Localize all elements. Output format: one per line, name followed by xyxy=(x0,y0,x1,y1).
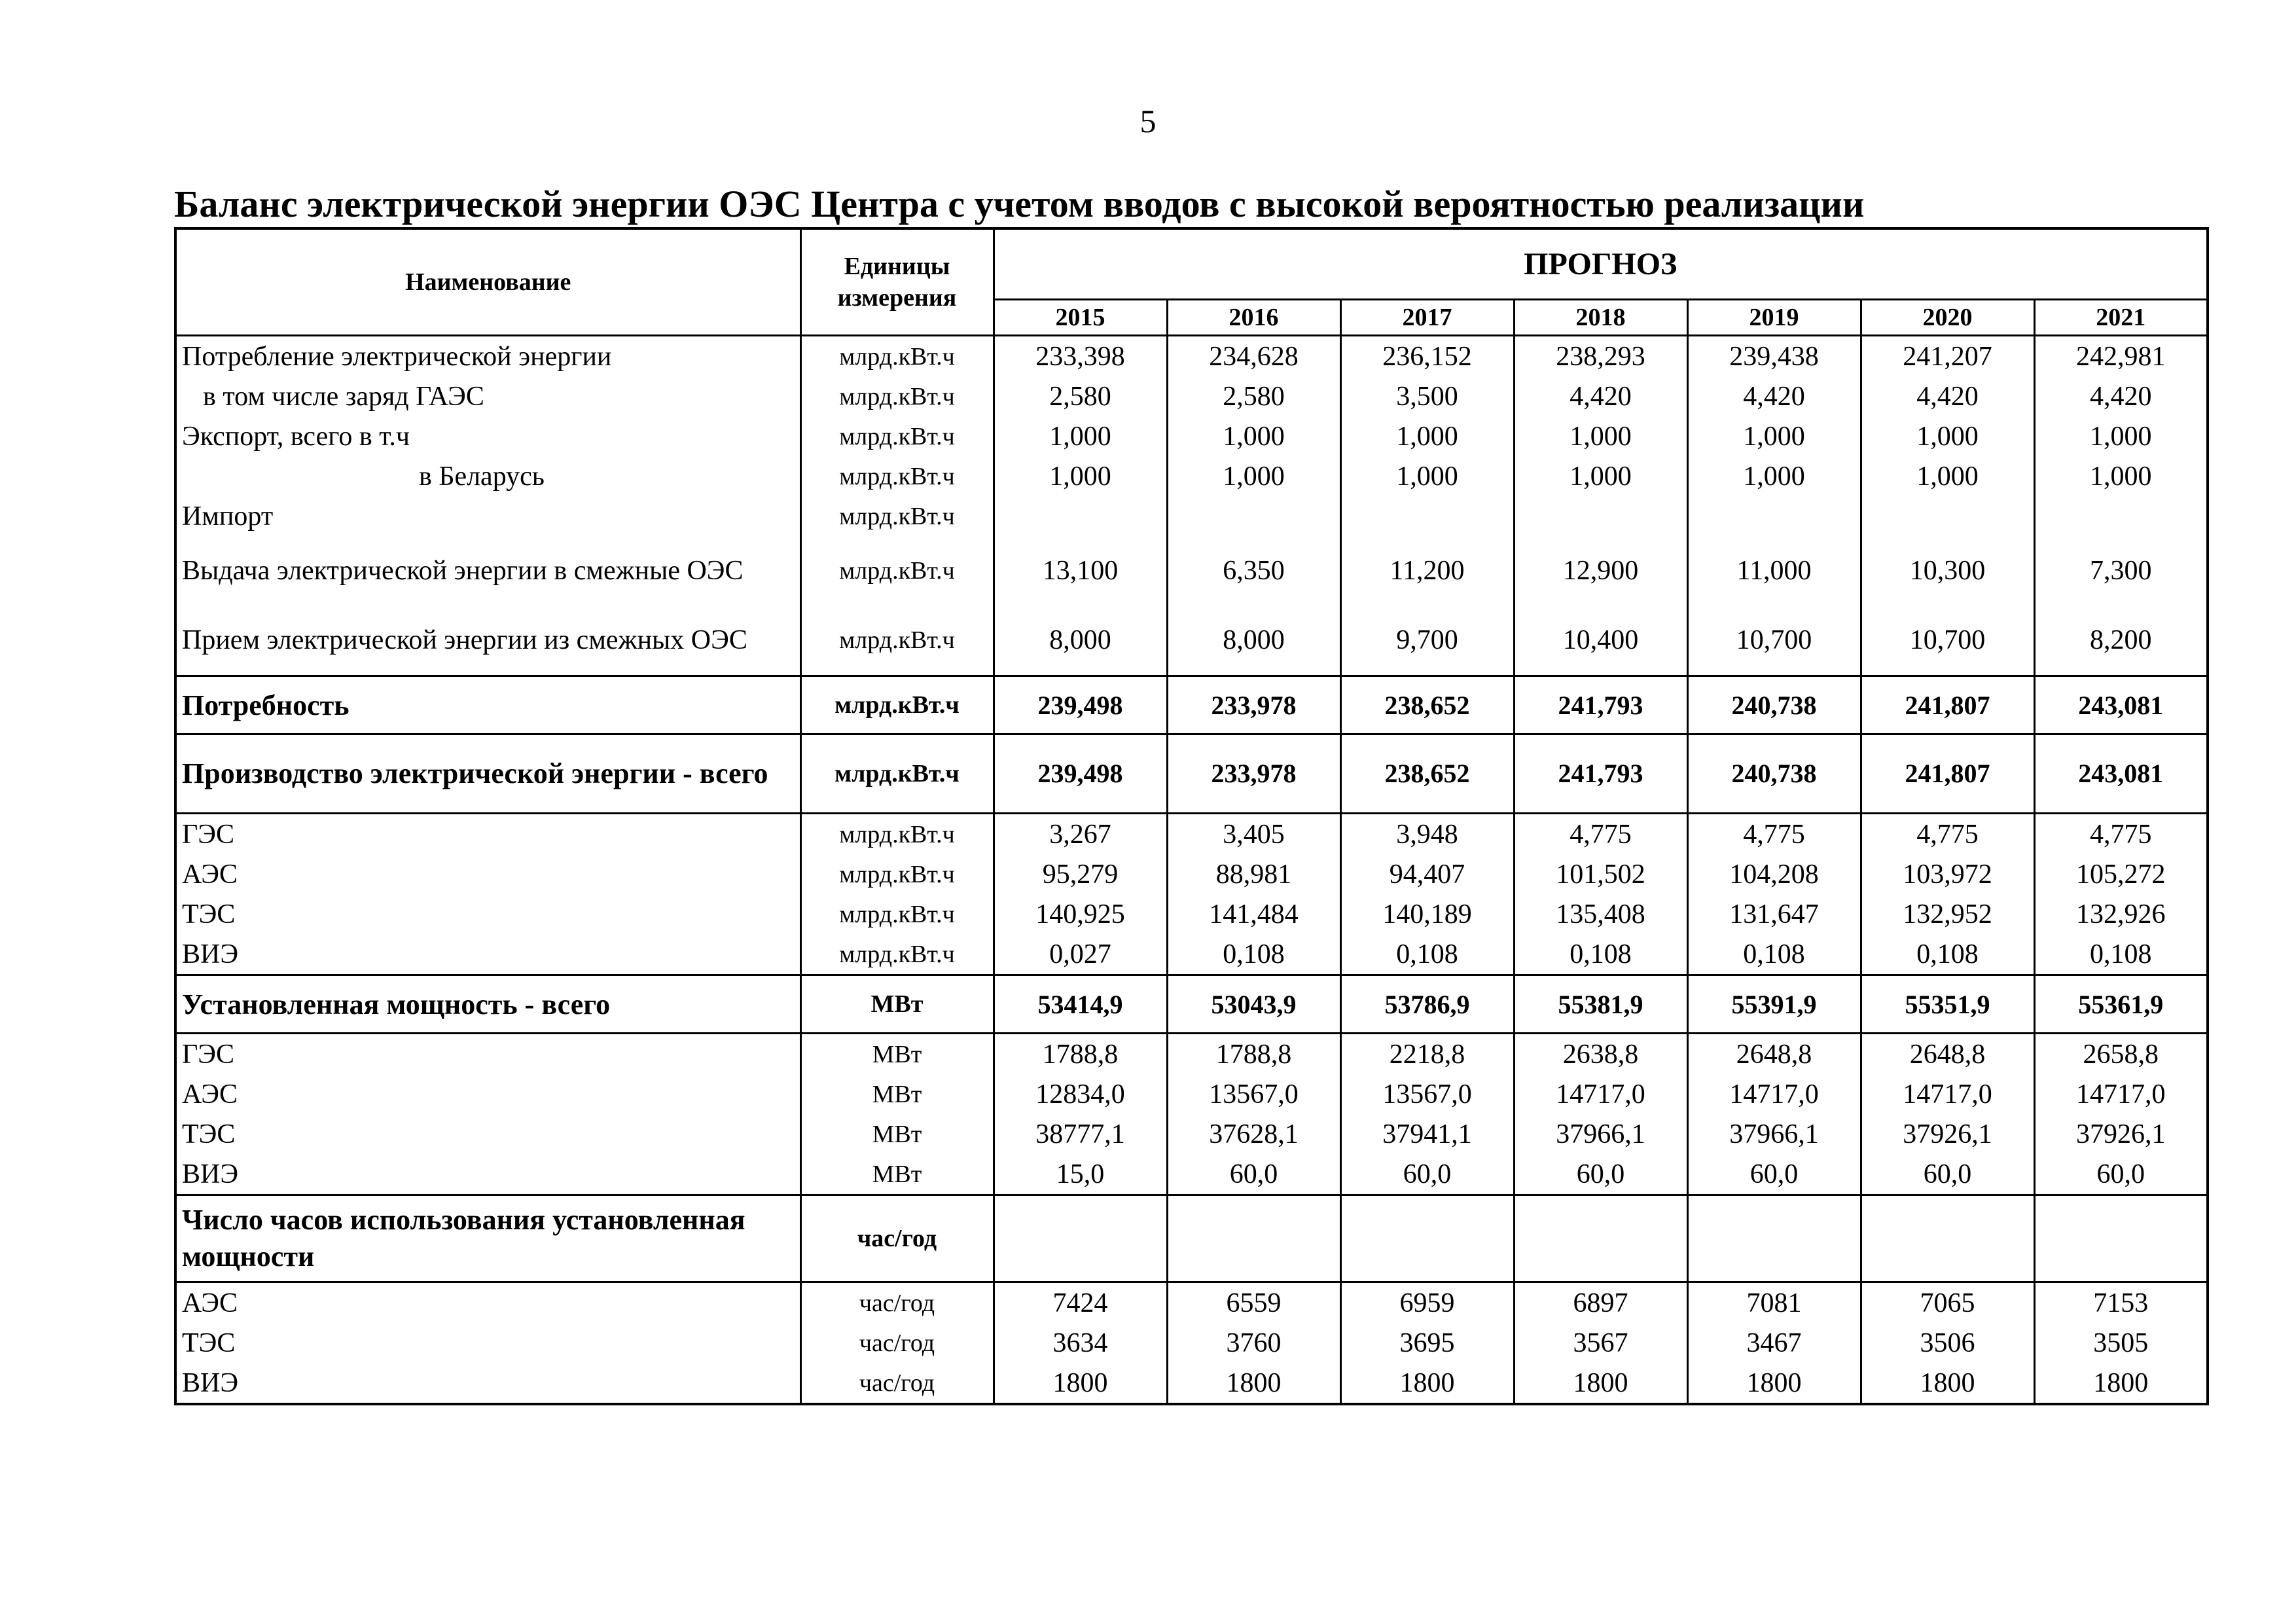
value-cell: 1,000 xyxy=(1861,456,2034,496)
document-title: Баланс электрической энергии ОЭС Центра с учетом вводов с высокой вероятностью реализации xyxy=(174,183,1865,225)
value-cell: 1800 xyxy=(1514,1363,1687,1404)
header-forecast: ПРОГНОЗ xyxy=(994,228,2208,300)
value-cell: 37926,1 xyxy=(2076,1119,2166,1149)
table-row xyxy=(175,1282,2208,1324)
value-cell: 0,108 xyxy=(1861,934,2034,975)
value-cell: 1800 xyxy=(1861,1363,2034,1404)
value-cell: 55351,9 xyxy=(1861,975,2034,1034)
header-year: 2021 xyxy=(2034,300,2208,336)
value-cell: 238,293 xyxy=(1514,336,1687,377)
row-unit: млрд.кВт.ч xyxy=(800,676,994,734)
value-cell: 1788,8 xyxy=(1167,1034,1340,1075)
table-row xyxy=(175,676,2208,734)
value-cell: 14717,0 xyxy=(1514,1074,1687,1114)
page-number: 5 xyxy=(1139,103,1157,139)
value-cell: 241,807 xyxy=(1861,676,2034,734)
value-cell: 8,000 xyxy=(994,605,1167,676)
value-cell: 53414,9 xyxy=(994,975,1167,1034)
row-name: ГЭС xyxy=(175,1034,800,1075)
value-cell: 3760 xyxy=(1167,1323,1340,1363)
value-cell: 4,420 xyxy=(1687,376,1861,416)
table-row xyxy=(175,376,2208,416)
value-cell: 233,978 xyxy=(1167,676,1340,734)
value-cell: 233,978 xyxy=(1167,734,1340,814)
value-cell: 1800 xyxy=(1687,1363,1861,1404)
row-unit: млрд.кВт.ч xyxy=(800,536,994,605)
value-cell: 37966,1 xyxy=(1687,1114,1861,1154)
row-name: ГЭС xyxy=(175,814,800,855)
value-cell: 243,081 xyxy=(2034,676,2208,734)
value-cell: 241,207 xyxy=(1861,336,2034,377)
value-cell: 60,0 xyxy=(1861,1154,2034,1195)
value-cell: 1,000 xyxy=(2090,421,2152,452)
row-unit: МВт xyxy=(800,1114,994,1154)
value-cell: 1,000 xyxy=(1687,456,1861,496)
table-row xyxy=(175,1034,2208,1075)
value-cell: 1,000 xyxy=(1861,416,2034,456)
value-cell: 105,272 xyxy=(2076,859,2166,890)
value-cell: 3506 xyxy=(1861,1323,2034,1363)
value-cell: 55391,9 xyxy=(1687,975,1861,1034)
value-cell: 6,350 xyxy=(1167,536,1340,605)
row-name: ВИЭ xyxy=(175,934,800,975)
value-cell: 60,0 xyxy=(1514,1154,1687,1195)
value-cell: 3,267 xyxy=(994,814,1167,855)
value-cell: 0,108 xyxy=(1687,934,1861,975)
row-unit: МВт xyxy=(800,1034,994,1075)
value-cell: 3505 xyxy=(2093,1327,2149,1358)
header-year: 2017 xyxy=(1340,300,1514,336)
value-cell: 37628,1 xyxy=(1167,1114,1340,1154)
value-cell: 1,000 xyxy=(2090,461,2152,492)
value-cell: 4,775 xyxy=(2034,814,2208,855)
table-row xyxy=(175,975,2208,1034)
table-row xyxy=(175,336,2208,377)
value-cell: 95,279 xyxy=(994,854,1167,894)
row-name: ТЭС xyxy=(175,1114,800,1154)
value-cell: 3,405 xyxy=(1167,814,1340,855)
value-cell: 3,948 xyxy=(1340,814,1514,855)
value-cell: 7424 xyxy=(994,1282,1167,1324)
value-cell: 10,300 xyxy=(1861,536,2034,605)
value-cell: 2638,8 xyxy=(1514,1034,1687,1075)
row-unit: час/год xyxy=(800,1323,994,1363)
value-cell: 94,407 xyxy=(1340,854,1514,894)
value-cell xyxy=(994,1195,1167,1282)
table-row xyxy=(175,456,2208,496)
value-cell xyxy=(2034,1195,2208,1282)
row-name: в Беларусь xyxy=(175,456,800,496)
value-cell: 0,108 xyxy=(2090,939,2152,969)
value-cell: 3634 xyxy=(994,1323,1167,1363)
value-cell: 60,0 xyxy=(2096,1159,2145,1189)
header-year: 2019 xyxy=(1687,300,1861,336)
value-cell: 236,152 xyxy=(1340,336,1514,377)
table-row xyxy=(175,934,2208,975)
row-name: ВИЭ xyxy=(175,1154,800,1195)
table-row xyxy=(175,734,2208,814)
row-name: АЭС xyxy=(175,854,800,894)
value-cell: 37966,1 xyxy=(1514,1114,1687,1154)
value-cell: 15,0 xyxy=(994,1154,1167,1195)
row-name: Экспорт, всего в т.ч xyxy=(175,416,800,456)
table-row xyxy=(175,1154,2208,1195)
value-cell: 2,580 xyxy=(994,376,1167,416)
value-cell: 1,000 xyxy=(1167,456,1340,496)
value-cell: 1800 xyxy=(1167,1363,1340,1404)
row-unit: млрд.кВт.ч xyxy=(800,814,994,855)
value-cell xyxy=(994,496,1167,536)
table-row xyxy=(175,1074,2208,1114)
row-name: Потребность xyxy=(175,676,800,734)
value-cell: 3467 xyxy=(1687,1323,1861,1363)
value-cell: 2648,8 xyxy=(1861,1034,2034,1075)
value-cell xyxy=(1167,1195,1340,1282)
value-cell: 1,000 xyxy=(1340,416,1514,456)
value-cell xyxy=(2034,496,2208,536)
value-cell: 2648,8 xyxy=(1687,1034,1861,1075)
table-row xyxy=(175,1195,2208,1282)
table-row xyxy=(175,894,2208,934)
value-cell: 14717,0 xyxy=(2076,1079,2166,1110)
value-cell: 239,438 xyxy=(1687,336,1861,377)
value-cell: 240,738 xyxy=(1687,676,1861,734)
value-cell: 1800 xyxy=(1340,1363,1514,1404)
header-year: 2020 xyxy=(1861,300,2034,336)
value-cell: 103,972 xyxy=(1861,854,2034,894)
value-cell xyxy=(1861,496,2034,536)
row-unit: млрд.кВт.ч xyxy=(800,416,994,456)
value-cell: 238,652 xyxy=(1340,676,1514,734)
value-cell: 1,000 xyxy=(994,456,1167,496)
row-unit: млрд.кВт.ч xyxy=(800,496,994,536)
value-cell: 9,700 xyxy=(1340,605,1514,676)
row-unit: час/год xyxy=(800,1363,994,1404)
value-cell: 2658,8 xyxy=(2034,1034,2208,1075)
value-cell: 60,0 xyxy=(1340,1154,1514,1195)
value-cell: 4,420 xyxy=(1861,376,2034,416)
value-cell: 140,189 xyxy=(1340,894,1514,934)
value-cell: 7153 xyxy=(2034,1282,2208,1324)
row-unit: млрд.кВт.ч xyxy=(800,605,994,676)
table-row xyxy=(175,814,2208,855)
value-cell: 1,000 xyxy=(1167,416,1340,456)
row-name: Выдача электрической энергии в смежные ОЭС xyxy=(175,536,800,605)
row-name: Установленная мощность - всего xyxy=(175,975,800,1034)
value-cell: 7,300 xyxy=(2090,556,2152,586)
value-cell: 1,000 xyxy=(1340,456,1514,496)
table-row xyxy=(175,536,2208,605)
value-cell: 140,925 xyxy=(994,894,1167,934)
value-cell: 4,775 xyxy=(1687,814,1861,855)
row-name: в том числе заряд ГАЭС xyxy=(175,376,800,416)
table-row xyxy=(175,1114,2208,1154)
row-name: АЭС xyxy=(175,1282,800,1324)
value-cell: 101,502 xyxy=(1514,854,1687,894)
value-cell: 239,498 xyxy=(994,734,1167,814)
row-unit: МВт xyxy=(800,1154,994,1195)
value-cell: 1788,8 xyxy=(994,1034,1167,1075)
value-cell: 4,420 xyxy=(2090,381,2152,412)
table-row xyxy=(175,496,2208,536)
row-unit: час/год xyxy=(800,1282,994,1324)
value-cell: 37926,1 xyxy=(1861,1114,2034,1154)
value-cell: 60,0 xyxy=(1687,1154,1861,1195)
value-cell: 10,700 xyxy=(1687,605,1861,676)
value-cell xyxy=(1687,1195,1861,1282)
table-row xyxy=(175,854,2208,894)
header-year: 2015 xyxy=(994,300,1167,336)
row-name: Производство электрической энергии - всего xyxy=(175,734,800,814)
value-cell: 11,200 xyxy=(1340,536,1514,605)
value-cell: 242,981 xyxy=(2076,341,2166,372)
header-year: 2018 xyxy=(1514,300,1687,336)
value-cell: 60,0 xyxy=(1167,1154,1340,1195)
row-unit: млрд.кВт.ч xyxy=(800,934,994,975)
value-cell: 12834,0 xyxy=(994,1074,1167,1114)
value-cell: 13567,0 xyxy=(1167,1074,1340,1114)
value-cell: 7081 xyxy=(1687,1282,1861,1324)
row-name: АЭС xyxy=(175,1074,800,1114)
value-cell: 4,775 xyxy=(1514,814,1687,855)
value-cell: 132,952 xyxy=(1861,894,2034,934)
row-unit: МВт xyxy=(800,1074,994,1114)
value-cell: 1,000 xyxy=(1514,456,1687,496)
value-cell: 141,484 xyxy=(1167,894,1340,934)
row-name: Потребление электрической энергии xyxy=(175,336,800,377)
value-cell: 241,807 xyxy=(1861,734,2034,814)
value-cell: 0,108 xyxy=(1340,934,1514,975)
value-cell: 234,628 xyxy=(1167,336,1340,377)
value-cell xyxy=(1167,496,1340,536)
value-cell: 8,200 xyxy=(2090,625,2152,655)
value-cell: 55381,9 xyxy=(1514,975,1687,1034)
value-cell: 243,081 xyxy=(2034,734,2208,814)
table-row xyxy=(175,605,2208,676)
row-unit: МВт xyxy=(800,975,994,1034)
value-cell: 1800 xyxy=(2093,1367,2149,1398)
value-cell: 239,498 xyxy=(994,676,1167,734)
value-cell: 53043,9 xyxy=(1167,975,1340,1034)
value-cell: 3567 xyxy=(1514,1323,1687,1363)
row-unit: млрд.кВт.ч xyxy=(800,336,994,377)
value-cell: 38777,1 xyxy=(994,1114,1167,1154)
value-cell: 7065 xyxy=(1861,1282,2034,1324)
value-cell: 12,900 xyxy=(1514,536,1687,605)
value-cell: 14717,0 xyxy=(1861,1074,2034,1114)
value-cell: 1,000 xyxy=(1514,416,1687,456)
value-cell: 1,000 xyxy=(994,416,1167,456)
value-cell xyxy=(1340,496,1514,536)
energy-balance-table xyxy=(174,227,2209,1405)
row-name: Прием электрической энергии из смежных ОЭС xyxy=(175,605,800,676)
value-cell: 11,000 xyxy=(1687,536,1861,605)
value-cell: 10,700 xyxy=(1861,605,2034,676)
value-cell: 6559 xyxy=(1167,1282,1340,1324)
row-unit: млрд.кВт.ч xyxy=(800,376,994,416)
value-cell: 4,775 xyxy=(1861,814,2034,855)
row-name: ВИЭ xyxy=(175,1363,800,1404)
value-cell: 13,100 xyxy=(994,536,1167,605)
row-unit: млрд.кВт.ч xyxy=(800,456,994,496)
value-cell: 10,400 xyxy=(1514,605,1687,676)
value-cell: 2218,8 xyxy=(1340,1034,1514,1075)
table-row xyxy=(175,1363,2208,1404)
value-cell: 88,981 xyxy=(1167,854,1340,894)
row-name: Импорт xyxy=(175,496,800,536)
row-unit: млрд.кВт.ч xyxy=(800,854,994,894)
value-cell: 13567,0 xyxy=(1340,1074,1514,1114)
value-cell: 0,108 xyxy=(1167,934,1340,975)
header-unit: Единицы измерения xyxy=(800,228,994,336)
row-name: ТЭС xyxy=(175,1323,800,1363)
value-cell: 4,420 xyxy=(1514,376,1687,416)
value-cell: 135,408 xyxy=(1514,894,1687,934)
value-cell: 3,500 xyxy=(1340,376,1514,416)
value-cell: 8,000 xyxy=(1167,605,1340,676)
value-cell: 1800 xyxy=(994,1363,1167,1404)
row-unit: час/год xyxy=(800,1195,994,1282)
value-cell: 132,926 xyxy=(2076,899,2166,929)
value-cell: 238,652 xyxy=(1340,734,1514,814)
value-cell: 104,208 xyxy=(1687,854,1861,894)
value-cell: 1,000 xyxy=(1687,416,1861,456)
row-name: Число часов использования установленная мощности xyxy=(175,1195,800,1282)
row-unit: млрд.кВт.ч xyxy=(800,894,994,934)
value-cell: 3695 xyxy=(1340,1323,1514,1363)
value-cell: 53786,9 xyxy=(1340,975,1514,1034)
value-cell xyxy=(1514,496,1687,536)
value-cell: 55361,9 xyxy=(2034,975,2208,1034)
table-row xyxy=(175,416,2208,456)
value-cell: 233,398 xyxy=(994,336,1167,377)
value-cell: 37941,1 xyxy=(1340,1114,1514,1154)
value-cell: 240,738 xyxy=(1687,734,1861,814)
header-name: Наименование xyxy=(175,228,800,336)
row-unit: млрд.кВт.ч xyxy=(800,734,994,814)
row-name: ТЭС xyxy=(175,894,800,934)
value-cell xyxy=(1687,496,1861,536)
value-cell: 6897 xyxy=(1514,1282,1687,1324)
value-cell xyxy=(1514,1195,1687,1282)
header-year: 2016 xyxy=(1167,300,1340,336)
value-cell: 6959 xyxy=(1340,1282,1514,1324)
table-body xyxy=(175,336,2208,1405)
value-cell: 2,580 xyxy=(1167,376,1340,416)
value-cell: 131,647 xyxy=(1687,894,1861,934)
value-cell xyxy=(1861,1195,2034,1282)
value-cell: 14717,0 xyxy=(1687,1074,1861,1114)
value-cell: 241,793 xyxy=(1514,734,1687,814)
value-cell xyxy=(1340,1195,1514,1282)
value-cell: 0,108 xyxy=(1514,934,1687,975)
table-row xyxy=(175,1323,2208,1363)
value-cell: 0,027 xyxy=(994,934,1167,975)
value-cell: 241,793 xyxy=(1514,676,1687,734)
